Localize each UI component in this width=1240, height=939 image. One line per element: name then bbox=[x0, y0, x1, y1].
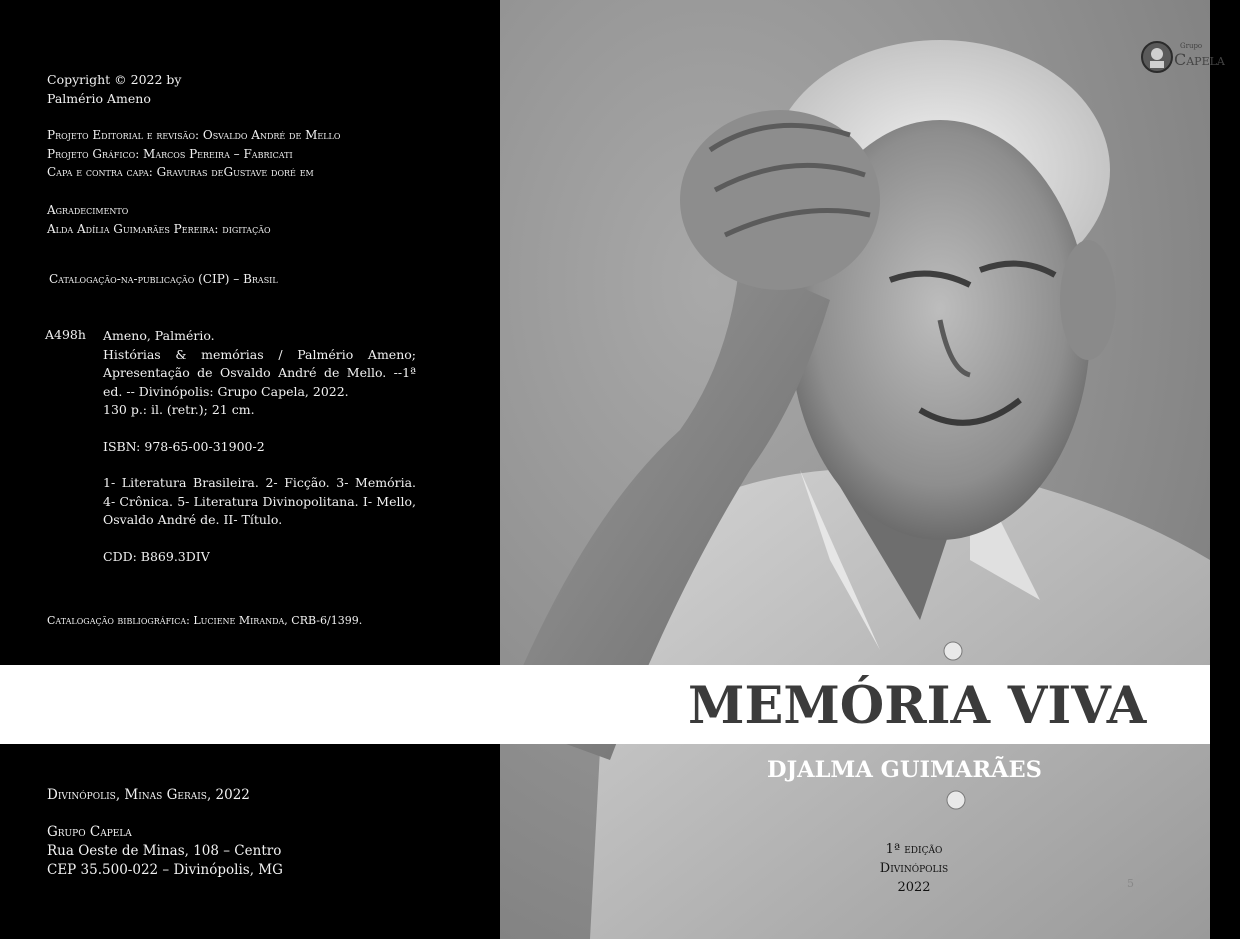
shirt-button-lower bbox=[947, 791, 965, 809]
imprint-cep: CEP 35.500-022 – Divinópolis, MG bbox=[47, 862, 283, 878]
cip-cataloger bbox=[47, 612, 362, 631]
logo-emblem-icon bbox=[1140, 40, 1174, 74]
ear-shape bbox=[1060, 240, 1116, 360]
edition-block bbox=[850, 840, 978, 897]
book-title: MEMÓRIA VIVA bbox=[688, 676, 1147, 736]
cip-description: Histórias & memórias / Palmério Ameno; Apresentação de Osvaldo André de Mello. --1ª ed. -- Divinópolis: Grupo Capela, 2022. bbox=[103, 346, 416, 399]
book-author: DJALMA GUIMARÃES bbox=[767, 757, 1042, 783]
cip-cdd: CDD: B869.3DIV bbox=[103, 548, 210, 564]
portrait-photo bbox=[500, 0, 1210, 939]
shirt-button bbox=[944, 642, 962, 660]
credits-block bbox=[47, 126, 340, 182]
cip-code: A498h bbox=[45, 327, 86, 342]
credit-editorial: Projeto Editorial e revisão: Osvaldo André de Mello bbox=[47, 128, 341, 142]
imprint-publisher: Grupo Capela bbox=[47, 824, 132, 840]
credit-graphic: Projeto Gráfico: Marcos Pereira – Fabricati bbox=[47, 146, 293, 161]
copyright-holder: Palmério Ameno bbox=[47, 90, 151, 106]
cataloger-text: Catalogação bibliográfica: Luciene Miranda, CRB-6/1399. bbox=[47, 614, 363, 627]
credit-cover: Capa e contra capa: Gravuras deGustave doré em bbox=[47, 165, 314, 179]
cip-record bbox=[103, 327, 416, 566]
page-number: 5 bbox=[1127, 877, 1134, 890]
acknowledgement-block bbox=[47, 201, 271, 238]
acknowledgement-line: Alda Adília Guimarães Pereira: digitação bbox=[47, 221, 271, 236]
cip-heading-text: Catalogação-na-publicação (CIP) – Brasil bbox=[49, 272, 278, 286]
copyright-block bbox=[47, 71, 182, 108]
logo-small-text: Grupo bbox=[1180, 42, 1203, 50]
hand-shape bbox=[680, 110, 880, 290]
edition-year: 2022 bbox=[897, 880, 931, 895]
imprint-place: Divinópolis, Minas Gerais, 2022 bbox=[47, 787, 250, 803]
colophon-page bbox=[0, 0, 500, 939]
logo-name-text: Capela bbox=[1174, 50, 1225, 69]
cip-heading bbox=[49, 270, 278, 289]
cover-page bbox=[500, 0, 1225, 939]
cip-subjects: 1- Literatura Brasileira. 2- Ficção. 3- Memória. 4- Crônica. 5- Literatura Divinopolitana. I- Mello, Osvaldo André de. II- Título. bbox=[103, 475, 416, 527]
cip-author: Ameno, Palmério. bbox=[103, 328, 215, 343]
cip-pages: 130 p.: il. (retr.); 21 cm. bbox=[103, 402, 255, 417]
edition-city: Divinópolis bbox=[879, 861, 949, 876]
copyright-line: Copyright © 2022 by bbox=[47, 72, 182, 87]
acknowledgement-heading: Agradecimento bbox=[47, 203, 129, 217]
edition-number: 1ª edição bbox=[885, 842, 943, 857]
cip-isbn: ISBN: 978-65-00-31900-2 bbox=[103, 438, 265, 454]
imprint-block bbox=[47, 786, 283, 880]
publisher-logo bbox=[1140, 40, 1240, 74]
imprint-address: Rua Oeste de Minas, 108 – Centro bbox=[47, 843, 282, 859]
